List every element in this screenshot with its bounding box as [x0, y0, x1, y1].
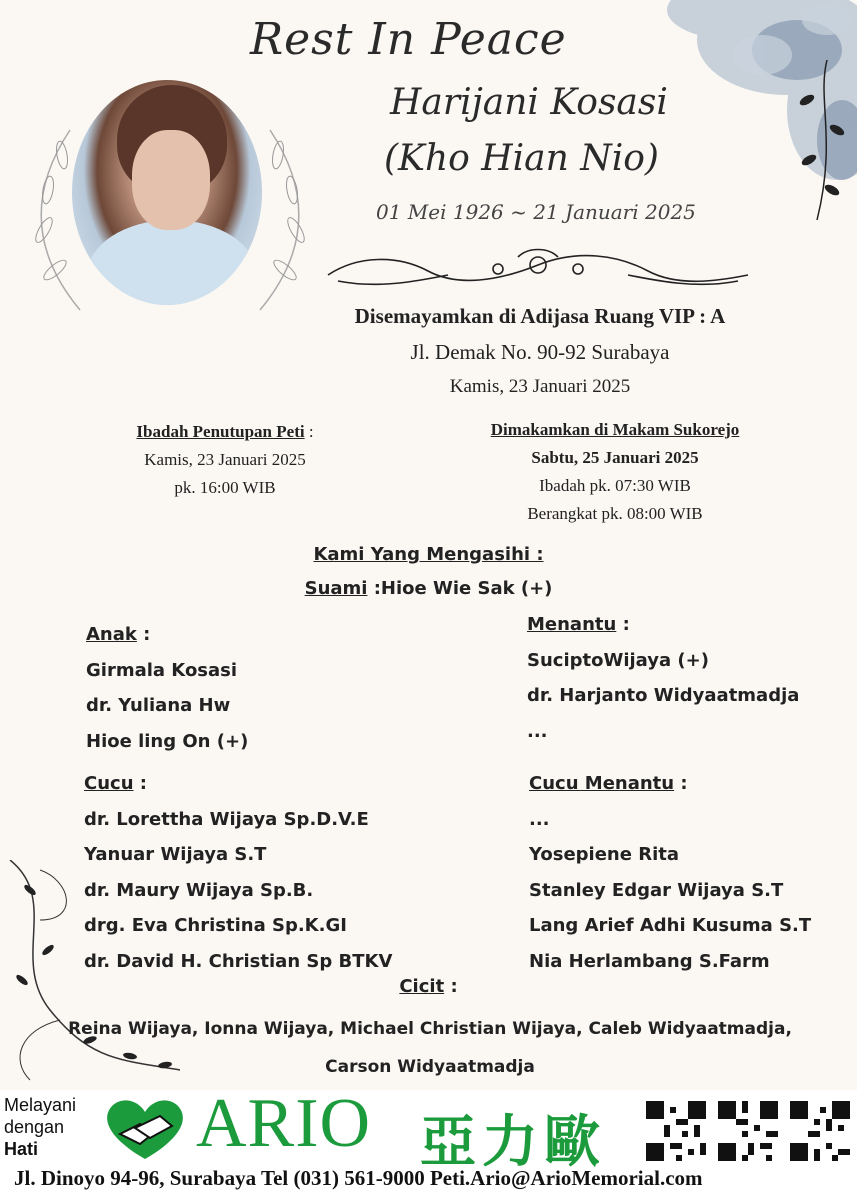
list-item: Stanley Edgar Wijaya S.T	[529, 879, 784, 901]
list-item: dr. Lorettha Wijaya Sp.D.V.E	[84, 808, 369, 830]
qr-code-icon[interactable]	[718, 1100, 778, 1162]
children-label: Anak	[86, 624, 137, 645]
page-title: Rest In Peace	[250, 14, 567, 65]
closing-service-date: Kamis, 23 Januari 2025	[144, 450, 306, 469]
closing-service-time: pk. 16:00 WIB	[174, 478, 276, 497]
children-group: Anak : Girmala Kosasi dr. Yuliana Hw Hioe ling On (+)	[86, 617, 248, 759]
deceased-chinese-name: (Kho Hian Nio)	[384, 138, 659, 179]
portrait-frame	[30, 80, 310, 310]
burial-worship-time: Ibadah pk. 07:30 WIB	[539, 476, 691, 495]
footer-contact: Jl. Dinoyo 94-96, Surabaya Tel (031) 561-9000 Peti.Ario@ArioMemorial.com	[14, 1166, 703, 1190]
spouse-name: :Hioe Wie Sak (+)	[367, 578, 553, 599]
list-item: dr. Yuliana Hw	[86, 695, 231, 717]
spouse-label: Suami	[304, 578, 368, 599]
venue-date: Kamis, 23 Januari 2025	[449, 376, 631, 397]
life-dates: 01 Mei 1926 ~ 21 Januari 2025	[376, 200, 696, 224]
ornament-divider-icon	[318, 245, 758, 291]
list-item: ...	[527, 720, 548, 742]
footer-banner	[0, 1085, 857, 1200]
qr-code-icon[interactable]	[646, 1100, 706, 1162]
burial-depart-time: Berangkat pk. 08:00 WIB	[527, 504, 703, 523]
closing-service: Ibadah Penutupan Peti : Kamis, 23 Januari 2025 pk. 16:00 WIB	[80, 418, 370, 502]
grandchildren-in-law-group: Cucu Menantu : ... Yosepiene Rita Stanley Edgar Wijaya S.T Lang Arief Adhi Kusuma S.T Nia Herlambang S.Farm	[529, 766, 811, 980]
in-laws-group: Menantu : SuciptoWijaya (+) dr. Harjanto Widyaatmadja ...	[527, 607, 799, 749]
brand-logo: ARIO	[196, 1085, 372, 1162]
list-item: SuciptoWijaya (+)	[527, 649, 709, 671]
tagline: Melayani dengan Hati	[4, 1095, 77, 1159]
grandchildren-label: Cucu	[84, 773, 134, 794]
list-item: Carson Widyaatmadja	[325, 1057, 535, 1077]
great-grandchildren-list	[40, 1010, 820, 1086]
list-item: Reina Wijaya, Ionna Wijaya, Michael Christian Wijaya, Caleb Widyaatmadja,	[68, 1019, 792, 1039]
grandchildren-in-law-label: Cucu Menantu	[529, 773, 675, 794]
closing-service-title: Ibadah Penutupan Peti	[136, 422, 305, 441]
list-item: ...	[529, 808, 550, 830]
venue-address: Jl. Demak No. 90-92 Surabaya	[410, 340, 670, 364]
list-item: Yosepiene Rita	[529, 844, 680, 866]
list-item: dr. David H. Christian Sp BTKV	[84, 950, 393, 972]
grandchildren-group: Cucu : dr. Lorettha Wijaya Sp.D.V.E Yanuar Wijaya S.T dr. Maury Wijaya Sp.B. drg. Eva Christina Sp.K.GI dr. David H. Christian Sp BTKV	[84, 766, 392, 980]
qr-code-icon[interactable]	[790, 1100, 850, 1162]
venue-name: Disemayamkan di Adijasa Ruang VIP : A	[354, 304, 726, 328]
burial-title: Dimakamkan di Makam Sukorejo	[490, 420, 740, 439]
list-item: Nia Herlambang S.Farm	[529, 950, 770, 972]
burial-info	[440, 416, 790, 528]
deceased-name: Harijani Kosasi	[390, 82, 668, 123]
list-item: drg. Eva Christina Sp.K.GI	[84, 915, 347, 937]
family-heading: Kami Yang Mengasihi :	[313, 544, 544, 565]
list-item: dr. Maury Wijaya Sp.B.	[84, 879, 314, 901]
spouse-line	[0, 578, 857, 599]
list-item: Lang Arief Adhi Kusuma S.T	[529, 915, 812, 937]
in-laws-label: Menantu	[527, 614, 617, 635]
handshake-heart-icon	[100, 1094, 190, 1164]
vine-decoration-icon	[787, 60, 847, 220]
list-item: dr. Harjanto Widyaatmadja	[527, 685, 800, 707]
portrait-photo	[72, 80, 262, 305]
burial-date: Sabtu, 25 Januari 2025	[531, 448, 699, 467]
list-item: Yanuar Wijaya S.T	[84, 844, 267, 866]
great-grandchildren-heading: Cicit :	[399, 976, 458, 997]
list-item: Hioe ling On (+)	[86, 730, 249, 752]
list-item: Girmala Kosasi	[86, 659, 238, 681]
brand-chinese-logo: 亞力歐	[420, 1110, 606, 1175]
great-grandchildren-label: Cicit	[399, 976, 445, 997]
